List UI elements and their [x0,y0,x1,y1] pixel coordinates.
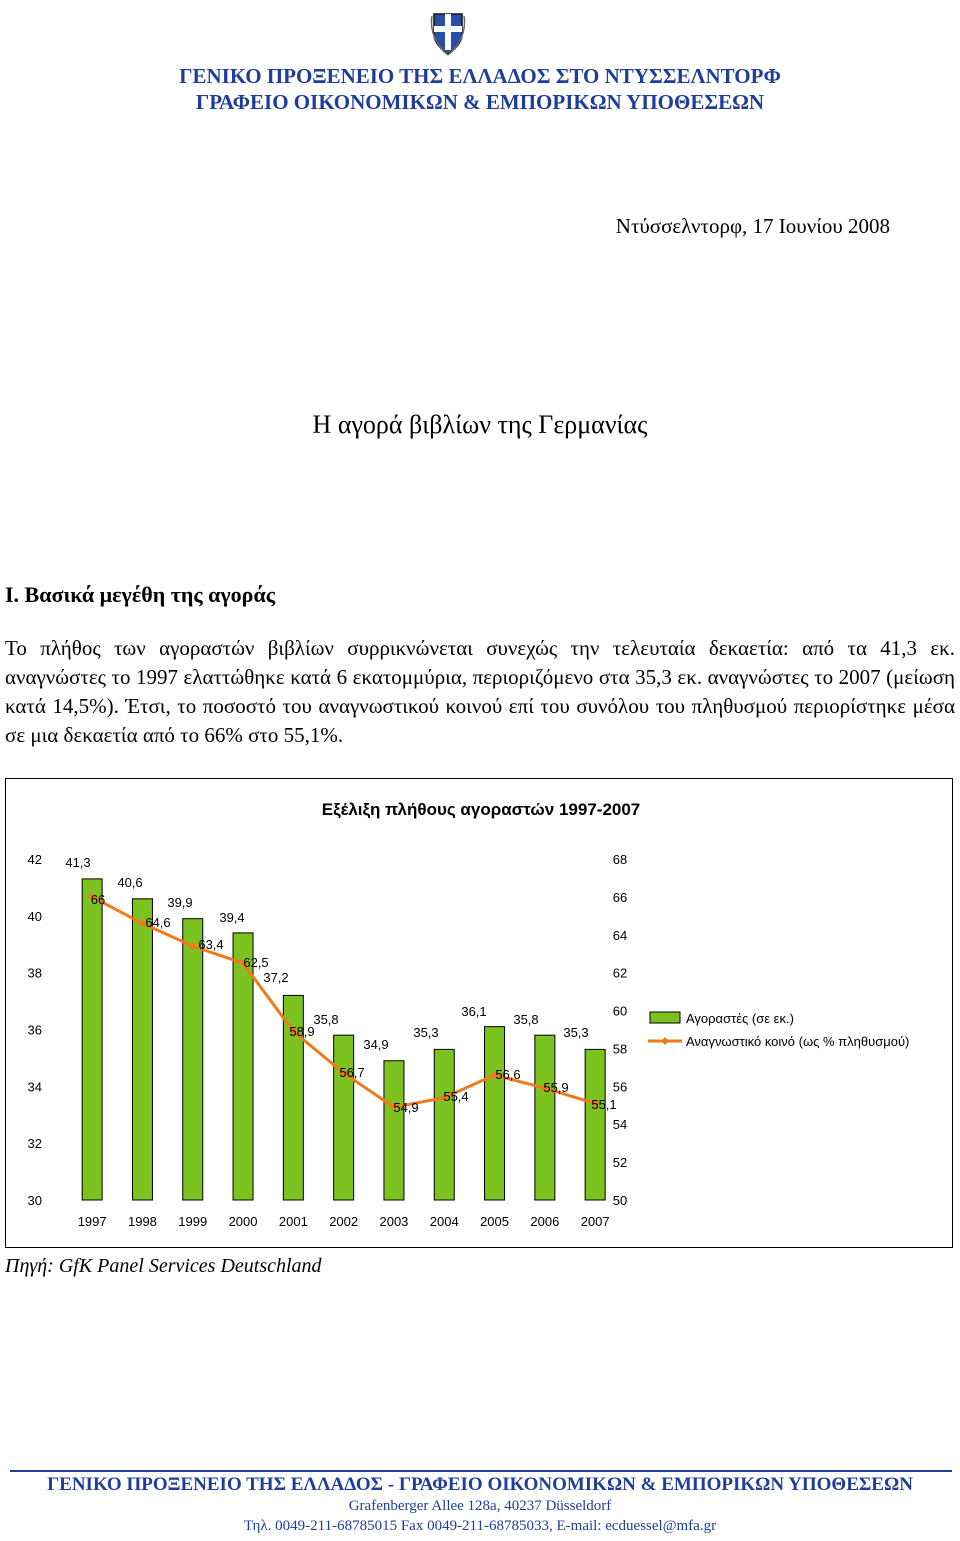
header-office-line: ΓΡΑΦΕΙΟ ΟΙΚΟΝΟΜΙΚΩΝ & ΕΜΠΟΡΙΚΩΝ ΥΠΟΘΕΣΕΩΝ [195,90,765,114]
footer-divider [10,1470,952,1472]
footer-address: Grafenberger Allee 128a, 40237 Düsseldorf [348,1498,612,1514]
y-right-tick-label: 58 [612,1041,628,1057]
line-value-label: 55,4 [443,1089,469,1104]
y-left-tick-label: 40 [27,908,42,924]
x-tick-label: 2005 [480,1214,510,1229]
bar-buyers-2007 [585,1049,605,1200]
legend-bar-label: Αγοραστές (σε εκ.) [686,1011,794,1026]
header-consulate-line: ΓΕΝΙΚΟ ΠΡΟΞΕΝΕΙΟ ΤΗΣ ΕΛΛΑΔΟΣ ΣΤΟ ΝΤΥΣΣΕΛΝΤΟΡΦ [179,64,781,88]
x-tick-label: 2006 [530,1214,560,1229]
x-tick-label: 1998 [127,1214,157,1229]
y-left-tick-label: 36 [27,1022,42,1038]
line-value-label: 62,5 [243,955,269,970]
section-heading: Ι. Βασικά μεγέθη της αγοράς [5,582,276,607]
greek-crest-icon [430,8,466,56]
y-left-tick-label: 30 [27,1193,42,1208]
y-right-tick-label: 52 [612,1155,628,1171]
bar-buyers-2004 [434,1049,454,1200]
bar-buyers-1998 [132,899,152,1200]
y-right-tick-label: 62 [612,965,628,981]
bar-buyers-2003 [384,1061,404,1200]
legend-line-label: Αναγνωστικό κοινό (ως % πληθυσμού) [686,1034,910,1049]
line-value-label: 63,4 [198,937,224,952]
y-left-tick-label: 38 [27,965,42,981]
chart-title: Εξέλιξη πλήθους αγοραστών 1997-2007 [321,800,641,819]
document-date: Ντύσσελντορφ, 17 Ιουνίου 2008 [615,214,890,238]
line-value-label: 64,6 [145,915,171,930]
legend-line-marker [661,1037,669,1045]
y-right-tick-label: 66 [612,889,628,905]
y-right-tick-label: 68 [612,852,628,867]
y-right-tick-label: 60 [612,1003,628,1019]
line-value-label: 56,7 [339,1065,365,1080]
bar-value-label: 36,1 [461,1004,487,1019]
y-left-tick-label: 32 [27,1136,42,1152]
x-tick-label: 1997 [77,1214,107,1229]
body-paragraph: Το πλήθος των αγοραστών βιβλίων συρρικνώνεται συνεχώς την τελευταία δεκαετία: από τα 41,3 εκ. αναγνώστες το 1997 ελαττώθηκε κατά 6 εκατομμύρια, περιοριζόμενο στα 35,3 εκ. αναγνώστες το 2007 (μείωση κατά 14,5%). Έτσι, το ποσοστό του αναγνωστικού κοινού επί του συνόλου του πληθυσμού περιορίστηκε μέσα σε μια δεκαετία από το 66% στο 55,1%. [5,636,955,747]
y-right-tick-label: 50 [612,1193,628,1208]
x-tick-label: 2007 [580,1214,610,1229]
y-right-tick-label: 56 [612,1079,628,1095]
x-tick-label: 1999 [178,1214,208,1229]
x-tick-label: 2000 [228,1214,258,1229]
footer-office-line: ΓΕΝΙΚΟ ΠΡΟΞΕΝΕΙΟ ΤΗΣ ΕΛΛΑΔΟΣ - ΓΡΑΦΕΙΟ ΟΙΚΟΝΟΜΙΚΩΝ & ΕΜΠΟΡΙΚΩΝ ΥΠΟΘΕΣΕΩΝ [47,1474,913,1495]
line-value-label: 55,9 [543,1080,569,1095]
bar-value-label: 40,6 [117,875,143,890]
bar-value-label: 35,8 [513,1012,539,1027]
bar-value-label: 41,3 [65,855,91,870]
x-tick-label: 2004 [429,1214,459,1229]
line-value-label: 55,1 [591,1097,617,1112]
bar-buyers-1997 [82,879,102,1200]
x-tick-label: 2002 [329,1214,359,1229]
x-tick-label: 2001 [278,1214,308,1229]
chart-source: Πηγή: GfK Panel Services Deutschland [5,1255,322,1277]
document-title: Η αγορά βιβλίων της Γερμανίας [312,410,648,439]
x-tick-label: 2003 [379,1214,409,1229]
chart-legend [648,1011,909,1049]
footer-contact: Τηλ. 0049-211-68785015 Fax 0049-211-68785033, E-mail: ecduessel@mfa.gr [243,1518,717,1534]
line-value-label: 54,9 [393,1100,419,1115]
y-left-tick-label: 34 [27,1079,42,1095]
bar-buyers-2006 [535,1035,555,1200]
bar-value-label: 37,2 [263,970,289,985]
bar-value-label: 35,3 [563,1025,589,1040]
bar-value-label: 35,3 [413,1025,439,1040]
bar-value-label: 39,9 [167,895,193,910]
bar-value-label: 39,4 [219,910,245,925]
y-right-tick-label: 54 [612,1117,628,1133]
bar-buyers-1999 [183,919,203,1200]
buyers-chart [6,779,952,1247]
legend-bar-swatch [650,1012,680,1023]
line-value-label: 58,9 [289,1024,315,1039]
bar-value-label: 34,9 [363,1037,389,1052]
bar-value-label: 35,8 [313,1012,339,1027]
line-value-label: 56,6 [495,1067,521,1082]
y-left-tick-label: 42 [27,852,42,867]
bar-buyers-2002 [334,1035,354,1200]
line-value-label: 66 [90,892,106,907]
chart-frame [5,778,953,1248]
y-right-tick-label: 64 [612,927,628,943]
bar-buyers-2005 [485,1027,505,1200]
